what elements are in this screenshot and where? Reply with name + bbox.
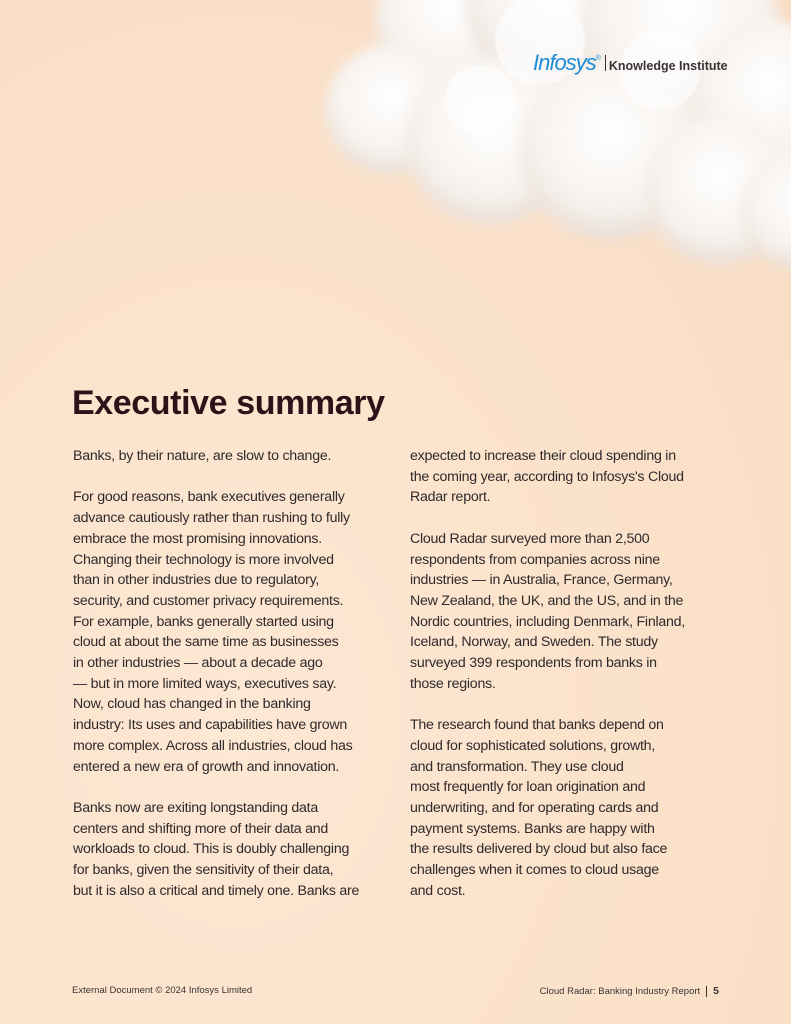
- footer-divider: [706, 986, 707, 997]
- footer-report-info: [540, 985, 719, 997]
- paragraph: Banks, by their nature, are slow to change.: [73, 448, 332, 464]
- paragraph: For good reasons, bank executives generally advance cautiously rather than rushing to fully embrace the most promising innovations. Changing their technology is more involved than in other industries due to regulatory, security, and customer privacy requirements. For example, banks generally started using cloud at about the same time as businesses in other industries — about a decade ago — but in more limited ways, executives say. Now, cloud has changed in the banking industry: Its uses and capabilities have grown more complex. Across all industries, cloud has entered a new era of growth and innovation.: [73, 489, 353, 775]
- infosys-logo: [533, 50, 728, 76]
- left-column: [73, 446, 391, 922]
- paragraph: Cloud Radar surveyed more than 2,500 respondents from companies across nine industries — in Australia, France, Germany, New Zealand, the UK, and the US, and in the Nordic countries, including Denmark, Finland, Iceland, Norway, and Sweden. The study surveyed 399 respondents from banks in those regions.: [410, 530, 685, 692]
- registered-mark: ®: [595, 55, 601, 62]
- cloud-illustration: [300, 0, 791, 300]
- footer-copyright: External Document © 2024 Infosys Limited: [72, 985, 253, 996]
- paragraph: expected to increase their cloud spending in the coming year, according to Infosys's Cloud Radar report.: [410, 448, 684, 506]
- page-title: Executive summary: [72, 384, 385, 422]
- report-name: Cloud Radar: Banking Industry Report: [539, 985, 701, 997]
- logo-divider: [605, 55, 606, 71]
- page-number: 5: [713, 985, 719, 997]
- subbrand-name: Knowledge Institute: [608, 59, 728, 73]
- right-column: [410, 446, 728, 922]
- paragraph: Banks now are exiting longstanding data centers and shifting more of their data and workloads to cloud. This is doubly challenging for banks, given the sensitivity of their data, but it is also a critical and timely one. Banks are: [73, 799, 360, 899]
- paragraph: The research found that banks depend on cloud for sophisticated solutions, growth, and transformation. They use cloud most frequently for loan origination and underwriting, and for operating cards and payment systems. Banks are happy with the results delivered by cloud but also face challenges when it comes to cloud usage and cost.: [410, 717, 668, 899]
- brand-name: Infosys: [533, 50, 596, 75]
